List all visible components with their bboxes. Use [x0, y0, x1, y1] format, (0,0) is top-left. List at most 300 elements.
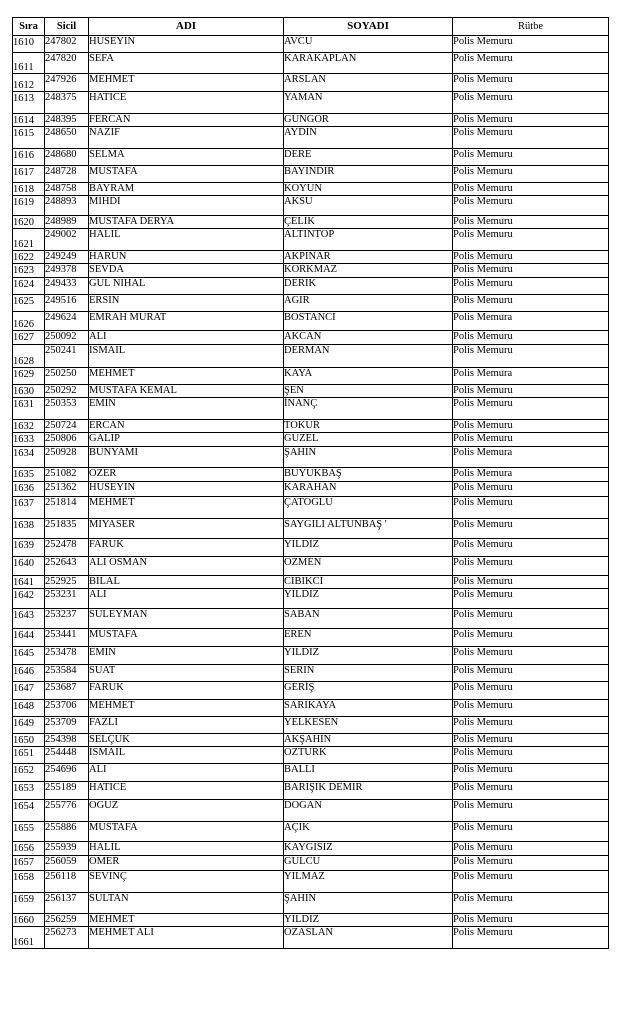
cell-soyadi-text: OZMEN — [284, 557, 322, 568]
cell-adi-text: SELÇUK — [89, 734, 130, 745]
cell-soyadi — [284, 312, 453, 331]
cell-adi — [89, 497, 284, 519]
table-row — [13, 295, 609, 312]
cell-sicil-text: 248728 — [45, 166, 77, 177]
cell-rutbe — [453, 557, 609, 576]
table-row — [13, 398, 609, 420]
cell-rutbe-text: Polis Memuru — [453, 295, 513, 306]
cell-adi-text: MUSTAFA DERYA — [89, 216, 175, 227]
cell-sicil — [45, 647, 89, 665]
cell-sicil — [45, 589, 89, 609]
cell-sira — [13, 398, 45, 420]
cell-rutbe-text: Polis Memuru — [453, 264, 513, 275]
cell-soyadi-text: GUZEL — [284, 433, 319, 444]
cell-sicil-text: 250724 — [45, 420, 77, 431]
table-row — [13, 229, 609, 251]
cell-adi-text: OZER — [89, 468, 117, 479]
table-row — [13, 420, 609, 433]
cell-sicil-text: 253231 — [45, 589, 77, 600]
cell-soyadi — [284, 871, 453, 893]
column-header-rutbe: Rütbe — [453, 18, 609, 36]
header-row — [13, 18, 609, 36]
cell-adi-text: OMER — [89, 856, 120, 867]
cell-adi — [89, 482, 284, 497]
table-row — [13, 251, 609, 264]
cell-rutbe — [453, 519, 609, 539]
column-header-soyadi: SOYADI — [284, 18, 453, 36]
cell-sira-text: 1614 — [13, 115, 34, 126]
table-row — [13, 682, 609, 700]
cell-sira — [13, 914, 45, 927]
cell-adi-text: NAZIF — [89, 127, 120, 138]
cell-sicil — [45, 251, 89, 264]
cell-adi-text: FAZLI — [89, 717, 118, 728]
cell-soyadi — [284, 927, 453, 949]
cell-sicil-text: 250353 — [45, 398, 77, 409]
cell-sira — [13, 216, 45, 229]
cell-sicil — [45, 216, 89, 229]
table-body — [13, 36, 609, 949]
cell-sicil — [45, 856, 89, 871]
cell-sira — [13, 229, 45, 251]
cell-sicil — [45, 800, 89, 822]
cell-sira-text: 1642 — [13, 590, 34, 601]
cell-soyadi-text: ARSLAN — [284, 74, 327, 85]
cell-rutbe-text: Polis Memuru — [453, 682, 513, 693]
table-row — [13, 871, 609, 893]
cell-soyadi — [284, 682, 453, 700]
cell-soyadi-text: YILDIZ — [284, 647, 319, 658]
cell-sicil-text: 251835 — [45, 519, 77, 530]
cell-rutbe — [453, 368, 609, 385]
cell-soyadi-text: ALTINTOP — [284, 229, 335, 240]
table-row — [13, 482, 609, 497]
cell-sicil-text: 256118 — [45, 871, 77, 882]
cell-adi — [89, 368, 284, 385]
cell-adi — [89, 665, 284, 682]
personnel-roster-table — [12, 17, 609, 949]
cell-soyadi — [284, 278, 453, 295]
cell-soyadi-text: AKPINAR — [284, 251, 331, 262]
cell-sicil-text: 251082 — [45, 468, 77, 479]
cell-rutbe — [453, 264, 609, 278]
cell-adi-text: EMRAH MURAT — [89, 312, 167, 323]
cell-rutbe — [453, 420, 609, 433]
cell-sira — [13, 53, 45, 74]
cell-sira — [13, 557, 45, 576]
cell-soyadi-text: ÇELIK — [284, 216, 315, 227]
cell-sicil — [45, 295, 89, 312]
cell-sira-text: 1649 — [13, 718, 34, 729]
cell-sira-text: 1657 — [13, 857, 34, 868]
cell-adi-text: ERSIN — [89, 295, 120, 306]
table-row — [13, 447, 609, 468]
cell-soyadi — [284, 782, 453, 800]
cell-sira-text: 1616 — [13, 150, 34, 161]
table-row — [13, 856, 609, 871]
cell-sira-text: 1639 — [13, 540, 34, 551]
cell-adi — [89, 312, 284, 331]
cell-adi-text: HALIL — [89, 842, 121, 853]
cell-adi-text: MUSTAFA — [89, 166, 138, 177]
cell-sira — [13, 36, 45, 53]
cell-soyadi — [284, 800, 453, 822]
cell-sira-text: 1618 — [13, 184, 34, 195]
cell-rutbe-text: Polis Memuru — [453, 700, 513, 711]
cell-sira-text: 1651 — [13, 748, 34, 759]
cell-adi — [89, 842, 284, 856]
cell-sira-text: 1633 — [13, 434, 34, 445]
cell-soyadi — [284, 822, 453, 842]
cell-sira-text: 1660 — [13, 915, 34, 926]
cell-adi — [89, 519, 284, 539]
cell-sicil-text: 253706 — [45, 700, 77, 711]
cell-adi-text: MEHMET — [89, 914, 135, 925]
cell-sira-text: 1645 — [13, 648, 34, 659]
cell-sira-text: 1627 — [13, 332, 34, 343]
cell-rutbe-text: Polis Memuru — [453, 519, 513, 530]
cell-soyadi — [284, 114, 453, 127]
cell-soyadi — [284, 734, 453, 747]
cell-soyadi-text: ÇATOGLU — [284, 497, 333, 508]
cell-sicil — [45, 114, 89, 127]
cell-sira — [13, 183, 45, 196]
cell-sicil — [45, 331, 89, 345]
table-row — [13, 433, 609, 447]
cell-sicil — [45, 196, 89, 216]
cell-rutbe-text: Polis Memuru — [453, 385, 513, 396]
cell-soyadi-text: KARAHAN — [284, 482, 337, 493]
cell-rutbe-text: Polis Memura — [453, 368, 513, 379]
cell-soyadi — [284, 74, 453, 92]
cell-rutbe — [453, 629, 609, 647]
cell-sira-text: 1650 — [13, 735, 34, 746]
cell-adi — [89, 914, 284, 927]
cell-soyadi — [284, 539, 453, 557]
cell-adi-text: GALIP — [89, 433, 120, 444]
table-row — [13, 368, 609, 385]
cell-adi — [89, 717, 284, 734]
cell-sicil — [45, 629, 89, 647]
cell-sicil-text: 249624 — [45, 312, 77, 323]
cell-soyadi — [284, 127, 453, 149]
cell-soyadi-text: DERIK — [284, 278, 317, 289]
cell-soyadi — [284, 264, 453, 278]
column-header-adi: ADI — [89, 18, 284, 36]
cell-rutbe-text: Polis Memuru — [453, 747, 513, 758]
cell-soyadi-text: İNANÇ — [284, 398, 318, 409]
cell-adi-text: OGUZ — [89, 800, 119, 811]
cell-sicil — [45, 764, 89, 782]
cell-adi — [89, 74, 284, 92]
table-row — [13, 331, 609, 345]
cell-adi — [89, 576, 284, 589]
cell-sicil — [45, 927, 89, 949]
cell-sira-text: 1632 — [13, 421, 34, 432]
cell-sicil-text: 256259 — [45, 914, 77, 925]
cell-sira — [13, 717, 45, 734]
cell-sicil — [45, 717, 89, 734]
cell-sira — [13, 734, 45, 747]
cell-soyadi-text: AKSU — [284, 196, 313, 207]
cell-sira — [13, 764, 45, 782]
cell-sira — [13, 609, 45, 629]
cell-sicil — [45, 36, 89, 53]
cell-rutbe — [453, 345, 609, 368]
cell-soyadi-text: YILDIZ — [284, 539, 319, 550]
cell-soyadi — [284, 842, 453, 856]
cell-sicil-text: 248989 — [45, 216, 77, 227]
cell-sira-text: 1647 — [13, 683, 34, 694]
cell-sira — [13, 149, 45, 166]
cell-soyadi — [284, 216, 453, 229]
cell-soyadi-text: AKCAN — [284, 331, 322, 342]
cell-sira-text: 1623 — [13, 265, 34, 276]
table-row — [13, 166, 609, 183]
table-row — [13, 576, 609, 589]
cell-soyadi — [284, 420, 453, 433]
cell-adi-text: SULTAN — [89, 893, 129, 904]
cell-sira-text: 1629 — [13, 369, 34, 380]
cell-sicil-text: 248650 — [45, 127, 77, 138]
table-row — [13, 385, 609, 398]
cell-soyadi-text: AYDIN — [284, 127, 317, 138]
cell-adi-text: ALI OSMAN — [89, 557, 148, 568]
cell-sicil-text: 250806 — [45, 433, 77, 444]
cell-sicil — [45, 576, 89, 589]
cell-adi — [89, 295, 284, 312]
cell-soyadi — [284, 368, 453, 385]
cell-adi — [89, 609, 284, 629]
cell-sira-text: 1643 — [13, 610, 34, 621]
cell-rutbe-text: Polis Memuru — [453, 842, 513, 853]
cell-rutbe-text: Polis Memuru — [453, 497, 513, 508]
table-row — [13, 800, 609, 822]
cell-soyadi-text: KAYA — [284, 368, 313, 379]
cell-rutbe — [453, 114, 609, 127]
cell-adi-text: MEHMET — [89, 700, 135, 711]
cell-adi-text: FARUK — [89, 539, 124, 550]
cell-rutbe-text: Polis Memuru — [453, 557, 513, 568]
cell-sira-text: 1641 — [13, 577, 34, 588]
cell-sira — [13, 700, 45, 717]
cell-sicil — [45, 345, 89, 368]
cell-soyadi — [284, 468, 453, 482]
table-row — [13, 114, 609, 127]
table-row — [13, 127, 609, 149]
cell-soyadi-text: KARAKAPLAN — [284, 53, 357, 64]
cell-sicil — [45, 782, 89, 800]
cell-sira — [13, 682, 45, 700]
cell-soyadi — [284, 519, 453, 539]
cell-sicil-text: 248395 — [45, 114, 77, 125]
cell-sira-text: 1624 — [13, 279, 34, 290]
cell-rutbe-text: Polis Memuru — [453, 856, 513, 867]
cell-rutbe-text: Polis Memuru — [453, 717, 513, 728]
cell-rutbe-text: Polis Memuru — [453, 800, 513, 811]
cell-rutbe-text: Polis Memuru — [453, 482, 513, 493]
table-row — [13, 53, 609, 74]
cell-rutbe — [453, 822, 609, 842]
cell-sicil — [45, 893, 89, 914]
cell-adi-text: SUAT — [89, 665, 116, 676]
cell-sicil-text: 250928 — [45, 447, 77, 458]
cell-rutbe — [453, 251, 609, 264]
cell-sicil — [45, 447, 89, 468]
cell-sicil-text: 256137 — [45, 893, 77, 904]
cell-sicil-text: 251814 — [45, 497, 77, 508]
cell-soyadi-text: KOYUN — [284, 183, 322, 194]
table-row — [13, 914, 609, 927]
cell-sicil-text: 253478 — [45, 647, 77, 658]
cell-sira — [13, 629, 45, 647]
cell-adi — [89, 183, 284, 196]
cell-soyadi-text: KORKMAZ — [284, 264, 338, 275]
cell-rutbe — [453, 36, 609, 53]
cell-sicil — [45, 842, 89, 856]
cell-rutbe-text: Polis Memuru — [453, 609, 513, 620]
table-row — [13, 278, 609, 295]
cell-adi-text: ISMAIL — [89, 747, 126, 758]
cell-rutbe-text: Polis Memuru — [453, 665, 513, 676]
cell-soyadi — [284, 589, 453, 609]
cell-soyadi-text: BUYUKBAŞ — [284, 468, 342, 479]
cell-soyadi — [284, 92, 453, 114]
cell-sicil — [45, 557, 89, 576]
cell-sicil — [45, 183, 89, 196]
cell-adi-text: MIYASER — [89, 519, 136, 530]
cell-adi — [89, 747, 284, 764]
cell-soyadi — [284, 166, 453, 183]
cell-adi-text: HATICE — [89, 782, 127, 793]
cell-sira — [13, 127, 45, 149]
cell-sira-text: 1620 — [13, 217, 34, 228]
table-row — [13, 345, 609, 368]
cell-adi-text: MUSTAFA — [89, 629, 138, 640]
cell-soyadi-text: SARIKAYA — [284, 700, 337, 711]
cell-adi-text: EMIN — [89, 647, 116, 658]
cell-rutbe — [453, 331, 609, 345]
cell-soyadi-text: OZTURK — [284, 747, 327, 758]
cell-sira — [13, 92, 45, 114]
cell-rutbe — [453, 482, 609, 497]
cell-sicil-text: 253709 — [45, 717, 77, 728]
table-row — [13, 665, 609, 682]
cell-rutbe-text: Polis Memuru — [453, 92, 513, 103]
cell-sicil — [45, 312, 89, 331]
cell-adi — [89, 398, 284, 420]
cell-adi — [89, 149, 284, 166]
cell-rutbe — [453, 609, 609, 629]
cell-adi-text: MEHMET — [89, 497, 135, 508]
table-row — [13, 264, 609, 278]
cell-soyadi-text: ŞEN — [284, 385, 304, 396]
cell-sicil-text: 253237 — [45, 609, 77, 620]
cell-adi — [89, 539, 284, 557]
cell-soyadi-text: GUNGOR — [284, 114, 329, 125]
cell-soyadi — [284, 385, 453, 398]
cell-sira-text: 1610 — [13, 37, 34, 48]
cell-adi-text: MIHDI — [89, 196, 121, 207]
cell-adi-text: FARUK — [89, 682, 124, 693]
cell-adi — [89, 871, 284, 893]
cell-sicil — [45, 700, 89, 717]
cell-rutbe-text: Polis Memuru — [453, 871, 513, 882]
cell-soyadi-text: BAYINDIR — [284, 166, 335, 177]
table-row — [13, 782, 609, 800]
cell-adi — [89, 893, 284, 914]
table-row — [13, 734, 609, 747]
cell-rutbe — [453, 216, 609, 229]
cell-sira-text: 1613 — [13, 93, 34, 104]
cell-rutbe-text: Polis Memuru — [453, 629, 513, 640]
cell-rutbe-text: Polis Memura — [453, 468, 513, 479]
cell-sira-text: 1612 — [13, 80, 34, 91]
cell-sicil-text: 248375 — [45, 92, 77, 103]
cell-sira — [13, 747, 45, 764]
cell-rutbe — [453, 149, 609, 166]
cell-sira — [13, 166, 45, 183]
cell-adi-text: HARUN — [89, 251, 127, 262]
cell-sicil-text: 250092 — [45, 331, 77, 342]
cell-soyadi-text: DERMAN — [284, 345, 330, 356]
cell-soyadi-text: BARIŞIK DEMIR — [284, 782, 363, 793]
cell-sicil-text: 250292 — [45, 385, 77, 396]
cell-rutbe-text: Polis Memuru — [453, 53, 513, 64]
cell-sira-text: 1638 — [13, 520, 34, 531]
cell-rutbe — [453, 385, 609, 398]
cell-adi — [89, 700, 284, 717]
cell-soyadi — [284, 53, 453, 74]
cell-adi-text: BAYRAM — [89, 183, 135, 194]
cell-sicil-text: 247820 — [45, 53, 77, 64]
cell-sira-text: 1630 — [13, 386, 34, 397]
cell-sicil — [45, 734, 89, 747]
cell-rutbe-text: Polis Memuru — [453, 114, 513, 125]
cell-sicil-text: 252478 — [45, 539, 77, 550]
cell-rutbe-text: Polis Memuru — [453, 782, 513, 793]
cell-rutbe-text: Polis Memuru — [453, 734, 513, 745]
cell-sira-text: 1635 — [13, 469, 34, 480]
cell-rutbe — [453, 927, 609, 949]
cell-adi — [89, 557, 284, 576]
cell-rutbe-text: Polis Memuru — [453, 74, 513, 85]
cell-adi-text: SELMA — [89, 149, 125, 160]
cell-rutbe-text: Polis Memuru — [453, 420, 513, 431]
cell-sira-text: 1648 — [13, 701, 34, 712]
cell-sicil — [45, 398, 89, 420]
cell-soyadi — [284, 717, 453, 734]
cell-rutbe — [453, 278, 609, 295]
cell-soyadi — [284, 914, 453, 927]
cell-sira — [13, 74, 45, 92]
cell-adi-text: SEVDA — [89, 264, 125, 275]
cell-rutbe-text: Polis Memuru — [453, 398, 513, 409]
cell-soyadi — [284, 345, 453, 368]
cell-sira — [13, 647, 45, 665]
cell-sira — [13, 497, 45, 519]
cell-adi — [89, 385, 284, 398]
cell-sicil-text: 253687 — [45, 682, 77, 693]
cell-sicil-text: 249378 — [45, 264, 77, 275]
cell-adi — [89, 800, 284, 822]
cell-soyadi-text: AVCU — [284, 36, 313, 47]
cell-soyadi — [284, 295, 453, 312]
cell-adi-text: EMIN — [89, 398, 116, 409]
cell-sicil — [45, 822, 89, 842]
cell-sicil — [45, 747, 89, 764]
cell-sira — [13, 468, 45, 482]
